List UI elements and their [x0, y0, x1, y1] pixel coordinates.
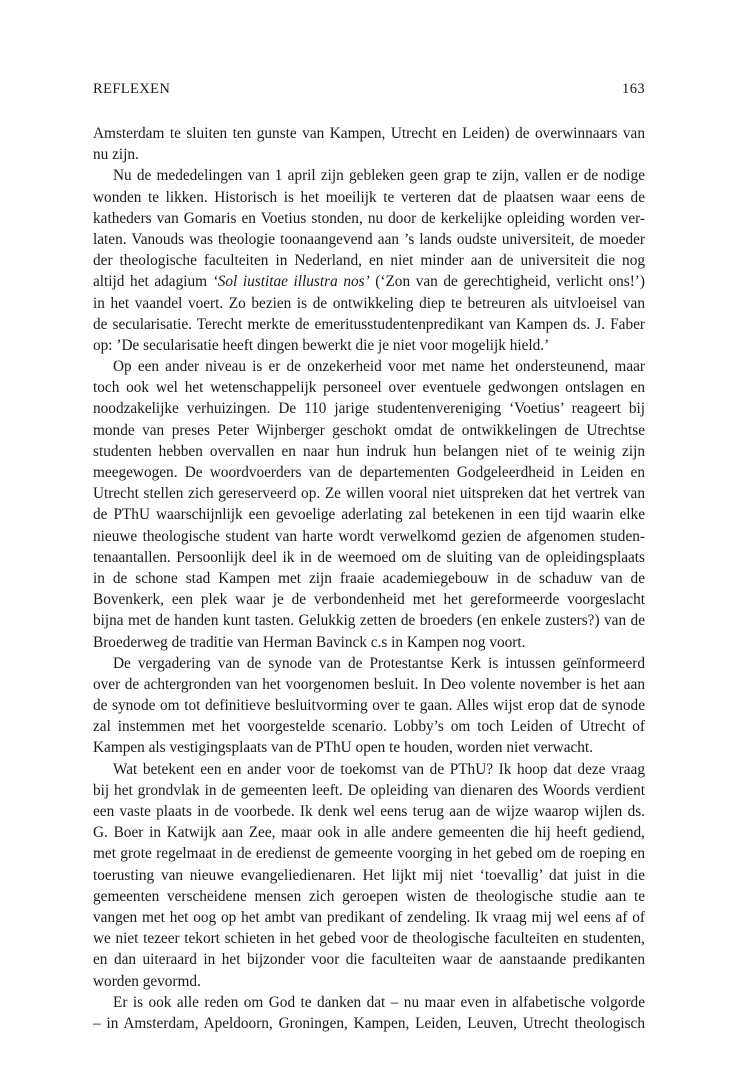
text-line: zal instemmen met het voorgestelde scenario. Lobby’s om toch Leiden of Utrecht of — [93, 718, 645, 736]
text-line: Er is ook alle reden om God te danken dat – nu maar even in alfabetische volgorde — [113, 993, 645, 1011]
text-run: (‘Zon van de gerechtigheid, verlicht ons!’) — [369, 273, 645, 291]
latin-motto: ‘Sol iustitae illustra nos’ — [212, 273, 370, 291]
text-line: een vaste plaats in de voorbede. Ik denk wel eens terug aan de wijze waarop wijlen ds. — [93, 803, 645, 820]
text-line: meegewogen. De woordvoerders van de departementen Godgeleerdheid in Leiden en — [93, 464, 645, 481]
text-line: en dan uiteraard in het bijzonder voor die faculteiten waar de aanstaande predikanten — [93, 951, 645, 969]
text-run: altijd het adagium — [93, 273, 213, 291]
text-line: De vergadering van de synode van de Protestantse Kerk is intussen geïnformeerd — [113, 654, 645, 672]
text-line: toerusting van nieuwe evangeliedienaren. Het lijkt mij niet ‘toevallig’ dat juist in die — [93, 866, 645, 884]
text-line: – in Amsterdam, Apeldoorn, Groningen, Kampen, Leiden, Leuven, Utrecht theologisch — [93, 1014, 645, 1032]
text-line: Bovenkerk, een plek waar je de verbondenheid met het gereformeerde voorgeslacht — [93, 591, 645, 609]
text-line: Kampen als vestigingsplaats van de PThU open te houden, worden niet verwacht. — [93, 739, 593, 757]
running-head — [93, 79, 645, 99]
text-line: bij het grondvlak in de gemeenten leeft. De opleiding van dienaren des Woords verdient — [93, 781, 645, 799]
text-line: over de achtergronden van het voorgenomen besluit. In Deo volente november is het aan — [93, 675, 645, 693]
text-line: katheders van Gomaris en Voetius stonden, nu door de kerkelijke opleiding worden ver- — [93, 209, 645, 227]
text-line: op: ’De secularisatie heeft dingen bewerkt die je niet voor mogelijk hield.’ — [93, 336, 550, 354]
text-line: met grote regelmaat in de eredienst de gemeente voorging in het gebed om de roeping en — [93, 845, 645, 863]
text-line: Amsterdam te sluiten ten gunste van Kampen, Utrecht en Leiden) de overwinnaars van — [93, 125, 645, 142]
text-line: worden gevormd. — [93, 972, 201, 990]
text-line: de synode om tot definitieve besluitvorming over te gaan. Alles wijst erop dat de synode — [93, 697, 645, 715]
text-line: tenaantallen. Persoonlijk deel ik in de weemoed om de sluiting van de opleidingsplaats — [93, 548, 645, 566]
text-line: Utrecht stellen zich gereserveerd op. Ze willen vooral niet uitspreken dat het vertrek van — [93, 485, 645, 503]
text-line: Nu de mededelingen van 1 april zijn gebleken geen grap te zijn, vallen er de nodige — [113, 167, 645, 185]
text-line: Broederweg de traditie van Herman Bavinck c.s in Kampen nog voort. — [93, 633, 526, 651]
text-line: in de schone stad Kampen met zijn fraaie academiegebouw in de schaduw van de — [93, 569, 645, 587]
text-line: der theologische faculteiten in Nederland, en niet minder aan de universiteit die nog — [93, 252, 645, 270]
text-line: in het vaandel voert. Zo bezien is de ontwikkeling diep te betreuren als uitvloeisel van — [93, 294, 645, 312]
text-line: noodzakelijke verhuizingen. De 110 jarige studentenvereniging ‘Voetius’ reageert bij — [93, 400, 645, 418]
text-line: Wat betekent een en ander voor de toekomst van de PThU? Ik hoop dat deze vraag — [113, 760, 645, 778]
text-line: G. Boer in Katwijk aan Zee, maar ook in alle andere gemeenten die hij heeft gediend, — [93, 824, 645, 842]
text-line: we niet tezeer tekort schieten in het gebed voor de theologische faculteiten en studenten, — [93, 930, 645, 948]
text-line: nu zijn. — [93, 146, 139, 164]
page-number: 163 — [622, 81, 645, 97]
text-line: laten. Vanouds was theologie toonaangevend aan ’s lands oudste universiteit, de moeder — [93, 230, 645, 248]
text-line — [93, 271, 645, 292]
text-line: studenten hebben overvallen en naar hun indruk hun belangen niet of te weinig zijn — [93, 442, 645, 460]
running-head-title: REFLEXEN — [93, 81, 171, 97]
text-line: monde van preses Peter Wijnberger geschokt omdat de ontwikkelingen de Utrechtse — [93, 421, 645, 439]
body-text — [93, 123, 645, 1034]
text-line: toch ook wel het wetenschappelijk personeel over eventuele gedwongen ontslagen en — [93, 379, 645, 397]
text-line: gemeenten verscheidene mensen zich geroepen wisten de theologische studie aan te — [93, 887, 645, 905]
text-line: bijna met de handen kunt tasten. Gelukkig zetten de broeders (en enkele zusters?) van de — [93, 612, 645, 630]
text-line: Op een ander niveau is er de onzekerheid voor met name het ondersteunend, maar — [113, 358, 645, 376]
text-line: vangen met het oog op het ambt van predikant of zendeling. Ik vraag mij wel eens af of — [93, 908, 645, 926]
text-line: nieuwe theologische student van harte wordt verwelkomd gezien de afgenomen studen- — [93, 527, 645, 545]
text-line: wonden te likken. Historisch is het moeilijk te verteren dat de plaatsen waar eens de — [93, 188, 645, 206]
text-line: de secularisatie. Terecht merkte de emeritusstudentenpredikant van Kampen ds. J. Faber — [93, 315, 645, 333]
text-line: de PThU waarschijnlijk een gevoelige aderlating zal betekenen in een tijd waarin elke — [93, 506, 645, 524]
